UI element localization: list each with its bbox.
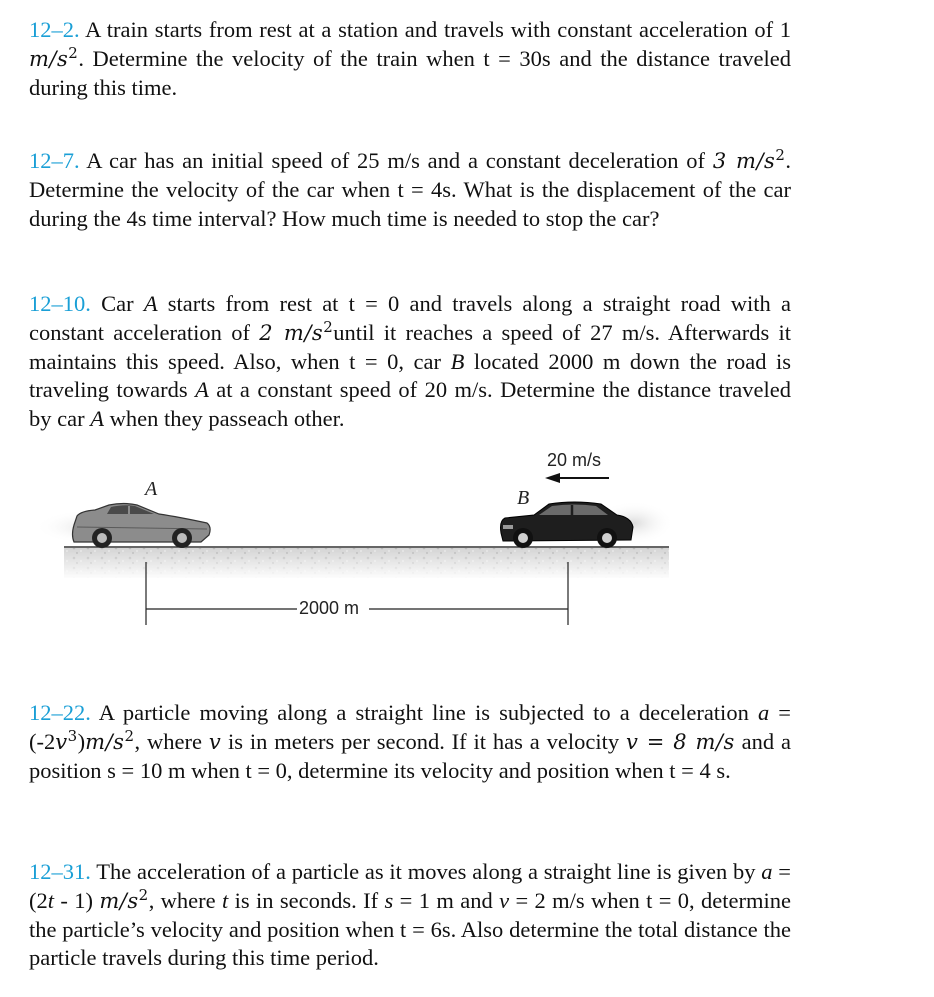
- problem-12-7: [29, 147, 791, 233]
- math-unit: 2 $m/s^2$: [259, 317, 334, 345]
- problem-number: 12–10.: [29, 291, 91, 316]
- car-b-label: B: [517, 487, 530, 509]
- road-ground: [64, 547, 669, 578]
- problem-text: , where: [148, 887, 223, 913]
- car-a-label: A: [145, 478, 158, 500]
- car-symbol: A: [90, 406, 104, 432]
- problem-number: 12–31.: [29, 859, 91, 884]
- problem-text: is in meters per second. If it has a velocity: [221, 728, 626, 754]
- problem-text: A particle moving along a straight line is subjected to a deceleration: [98, 700, 758, 725]
- problem-text: . Determine the velocity of the car when t = 4s. What is the displacement of the car during the 4s time interval? How much time is needed to stop the car?: [29, 148, 791, 231]
- problem-text: . Determine the velocity of the train when t = 30s and the distance traveled during this time.: [29, 45, 791, 100]
- math-expression: v = 8 m/s: [625, 729, 735, 754]
- problem-text: = 1 m and: [393, 887, 500, 913]
- problem-12-31: [29, 858, 791, 973]
- problem-12-22: [29, 699, 791, 785]
- problem-text: until it reaches a speed of 27 m/s. Afterwards it maintains this speed. Also, when t = 0, car: [29, 319, 792, 374]
- problem-text: The acceleration of a particle as it moves along a straight line is given by: [96, 859, 762, 884]
- problem-12-2: [29, 16, 791, 102]
- problem-number: 12–22.: [29, 700, 91, 725]
- two-cars-figure: [29, 445, 689, 635]
- math-variable: v: [208, 729, 222, 754]
- problem-text: = (-2: [29, 700, 791, 754]
- problem-text: A train starts from rest at a station and travels with constant acceleration of 1: [85, 17, 791, 42]
- math-unit: $m/s^2$: [29, 43, 79, 71]
- problem-text: A car has an initial speed of 25 m/s and a constant deceleration of: [86, 148, 713, 173]
- math-unit: $m/s^2$: [85, 726, 135, 754]
- problem-text: located 2000 m down the road is traveling towards: [29, 348, 791, 403]
- math-variable: t: [47, 887, 55, 913]
- car-a-icon: [73, 504, 211, 549]
- problem-text: starts from rest at t = 0 and travels along a straight road with a constant acceleration of: [29, 291, 791, 345]
- velocity-arrow: [545, 473, 609, 483]
- math-unit: $m/s^2$: [99, 885, 149, 913]
- problem-text: and a position s = 10 m when t = 0, determine its velocity and position when t = 4 s.: [29, 728, 791, 783]
- problem-number: 12–7.: [29, 148, 80, 173]
- car-symbol: A: [195, 377, 209, 403]
- car-symbol: A: [143, 291, 158, 316]
- problem-text: = (2: [29, 859, 791, 913]
- problem-text: is in seconds. If: [228, 887, 385, 913]
- car-symbol: B: [450, 348, 465, 374]
- math-variable: a: [757, 700, 770, 725]
- math-variable: t: [222, 887, 229, 913]
- math-variable: v: [499, 887, 510, 913]
- problem-text: , where: [134, 728, 209, 754]
- problem-text: = 2 m/s when t = 0, determine the particle’s velocity and position when t = 6s. Also determine the total distance the particle travels during this time period.: [29, 887, 792, 971]
- math-unit: 3 $m/s^2$: [712, 146, 786, 173]
- problem-text: - 1): [54, 887, 100, 913]
- math-variable: a: [761, 859, 773, 884]
- problem-text: Car: [101, 291, 144, 316]
- problem-number: 12–2.: [29, 17, 80, 42]
- math-variable: s: [384, 887, 394, 913]
- math-variable: $v^3$: [55, 726, 78, 754]
- distance-label: 2000 m: [299, 598, 360, 618]
- problem-12-10: [29, 290, 791, 434]
- problem-text: at a constant speed of 20 m/s. Determine the distance traveled by car: [29, 377, 791, 432]
- speed-label: 20 m/s: [547, 450, 602, 470]
- problem-text: when they passeach other.: [103, 406, 345, 432]
- problem-text: ): [77, 728, 86, 754]
